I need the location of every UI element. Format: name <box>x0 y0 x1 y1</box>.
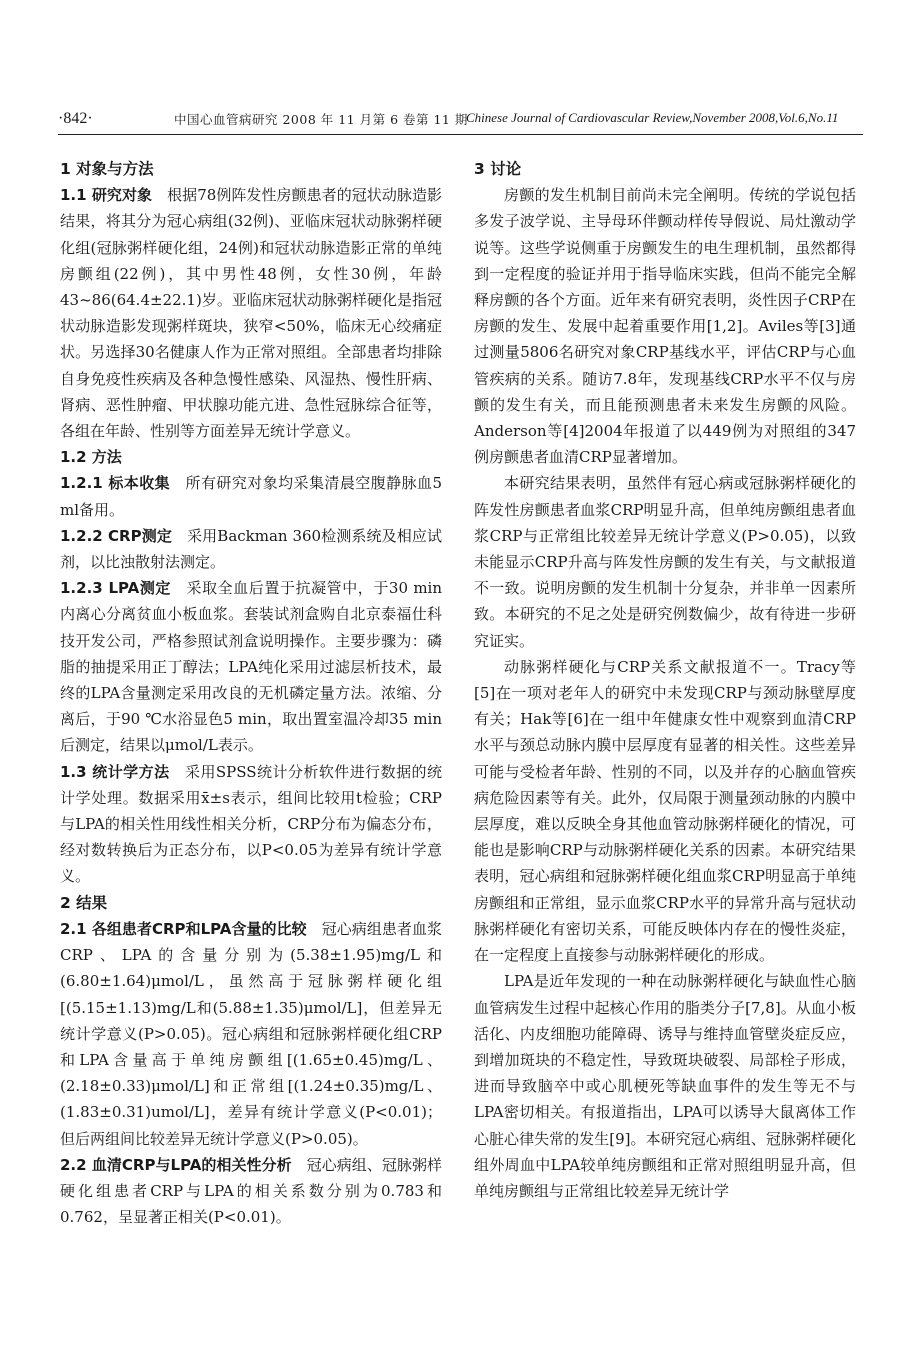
discussion-paragraph-1: 房颤的发生机制目前尚未完全阐明。传统的学说包括多发子波学说、主导母环伴颤动样传导假说、局灶激动学说等。这些学说侧重于房颤发生的电生理机制，虽然都得到一定程度的验证并用于指导临床实践，但尚不能完全解释房颤的各个方面。近年来有研究表明，炎性因子CRP在房颤的发生、发展中起着重要作用[1,2]。Aviles等[3]通过测量5806名研究对象CRP基线水平，评估CRP与心血管疾病的关系。随访7.8年，发现基线CRP水平不仅与房颤的发生有关，而且能预测患者未来发生房颤的风险。Anderson等[4]2004年报道了以449例为对照组的347例房颤患者血清CRP显著增加。 <box>474 186 856 467</box>
section-3-title: 3 讨论 <box>474 160 522 178</box>
discussion-paragraph-2: 本研究结果表明，虽然伴有冠心病或冠脉粥样硬化的阵发性房颤患者血浆CRP明显升高，但单纯房颤组患者血浆CRP与正常组比较差异无统计学意义(P>0.05)，以致未能显示CRP升高与阵发性房颤的发生有关，与文献报道不一致。说明房颤的发生机制十分复杂，并非单一因素所致。本研究的不足之处是研究例数偏少，故有待进一步研究证实。 <box>474 474 856 650</box>
text-1-2-1: 所有研究对象均采集清晨空腹静脉血5 ml备用。 <box>60 474 442 519</box>
running-header <box>58 106 863 136</box>
header-rule <box>58 134 863 135</box>
heading-1-2-3: 1.2.3 LPA测定 <box>60 579 171 598</box>
journal-title-en: Chinese Journal of Cardiovascular Review,November 2008,Vol.6,No.11 <box>466 110 839 125</box>
section-1-title: 1 对象与方法 <box>60 160 154 178</box>
paragraph-1-2-2 <box>60 523 442 575</box>
paragraph-1-1 <box>60 182 442 444</box>
heading-1-3: 1.3 统计学方法 <box>60 762 170 781</box>
journal-title-cn: 中国心血管病研究 2008 年 11 月第 6 卷第 11 期 <box>174 112 468 127</box>
paragraph-1-3 <box>60 759 442 890</box>
heading-1-2: 1.2 方法 <box>60 448 122 467</box>
text-1-1: 根据78例阵发性房颤患者的冠状动脉造影结果，将其分为冠心病组(32例)、亚临床冠状动脉粥样硬化组(冠脉粥样硬化组，24例)和冠状动脉造影正常的单纯房颤组(22例)，其中男性48例，女性30例，年龄43~86(64.4±22.1)岁。亚临床冠状动脉粥样硬化是指冠状动脉造影发现粥样斑块，狭窄<50%，临床无心绞痛症状。另选择30名健康人作为正常对照组。全部患者均排除自身免疫性疾病及各种急慢性感染、风湿热、慢性肝病、肾病、恶性肿瘤、甲状腺功能亢进、急性冠脉综合征等，各组在年龄、性别等方面差异无统计学意义。 <box>60 186 443 441</box>
heading-1-2-2: 1.2.2 CRP测定 <box>60 526 172 545</box>
text-2-1: 冠心病组患者血浆CRP、LPA的含量分别为(5.38±1.95)mg/L和(6.80±1.64)μmol/L，虽然高于冠脉粥样硬化组[(5.15±1.13)mg/L和(5.88±1.35)μmol/L]，但差异无统计学意义(P>0.05)。冠心病组和冠脉粥样硬化组CRP和LPA含量高于单纯房颤组[(1.65±0.45)mg/L、(2.18±0.33)μmol/L]和正常组[(1.24±0.35)mg/L、(1.83±0.31)umol/L]，差异有统计学意义(P<0.01)；但后两组间比较差异无统计学意义(P>0.05)。 <box>60 919 442 1148</box>
paragraph-2-1 <box>60 916 442 1152</box>
paragraph-2-2 <box>60 1152 442 1231</box>
text-1-2-2: 采用Backman 360检测系统及相应试剂，以比浊散射法测定。 <box>60 526 443 572</box>
heading-2-1: 2.1 各组患者CRP和LPA含量的比较 <box>60 919 307 938</box>
right-column <box>474 156 856 1204</box>
paragraph-1-2-3 <box>60 575 442 758</box>
discussion-paragraph-3: 动脉粥样硬化与CRP关系文献报道不一。Tracy等[5]在一项对老年人的研究中未发现CRP与颈动脉壁厚度有关；Hak等[6]在一组中年健康女性中观察到血清CRP水平与颈总动脉内膜中层厚度有显著的相关性。这些差异可能与受检者年龄、性别的不同，以及并存的心脑血管疾病危险因素等有关。此外，仅局限于测量颈动脉的内膜中层厚度，难以反映全身其他血管动脉粥样硬化的情况，可能也是影响CRP与动脉粥样硬化关系的因素。本研究结果表明，冠心病组和冠脉粥样硬化组血浆CRP明显高于单纯房颤组和正常组，显示血浆CRP水平的异常升高与冠状动脉粥样硬化有密切关系，可能反映体内存在的慢性炎症，在一定程度上直接参与动脉粥样硬化的形成。 <box>474 657 856 965</box>
text-1-2-3: 采取全血后置于抗凝管中，于30 min内离心分离贫血小板血浆。套装试剂盒购自北京泰福仕科技开发公司，严格参照试剂盒说明操作。主要步骤为：磷脂的抽提采用正丁醇法；LPA纯化采用过滤层析技术，最终的LPA含量测定采用改良的无机磷定量方法。浓缩、分离后，于90 ℃水浴显色5 min，取出置室温冷却35 min后测定，结果以μmol/L表示。 <box>60 579 442 755</box>
paragraph-1-2-1 <box>60 470 442 522</box>
heading-1-1: 1.1 研究对象 <box>60 186 153 205</box>
left-column <box>60 156 442 1230</box>
section-2-title: 2 结果 <box>60 893 108 912</box>
text-2-2: 冠心病组、冠脉粥样硬化组患者CRP与LPA的相关系数分别为0.783和0.762，呈显著正相关(P<0.01)。 <box>60 1155 442 1227</box>
heading-1-2-1: 1.2.1 标本收集 <box>60 474 171 493</box>
discussion-paragraph-4: LPA是近年发现的一种在动脉粥样硬化与缺血性心脑血管病发生过程中起核心作用的脂类分子[7,8]。从血小板活化、内皮细胞功能障碍、诱导与维持血管壁炎症反应，到增加斑块的不稳定性，导致斑块破裂、局部栓子形成，进而导致脑卒中或心肌梗死等缺血事件的发生等无不与LPA密切相关。有报道指出，LPA可以诱导大鼠离体工作心脏心律失常的发生[9]。本研究冠心病组、冠脉粥样硬化组外周血中LPA较单纯房颤组和正常对照组明显升高，但单纯房颤组与正常组比较差异无统计学 <box>474 972 856 1200</box>
heading-2-2: 2.2 血清CRP与LPA的相关性分析 <box>60 1155 292 1174</box>
text-1-3: 采用SPSS统计分析软件进行数据的统计学处理。数据采用x̄±s表示，组间比较用t检验；CRP与LPA的相关性用线性相关分析，CRP分布为偏态分布，经对数转换后为正态分布，以P<0.05为差异有统计学意义。 <box>60 762 442 886</box>
page-number: ·842· <box>58 110 93 127</box>
